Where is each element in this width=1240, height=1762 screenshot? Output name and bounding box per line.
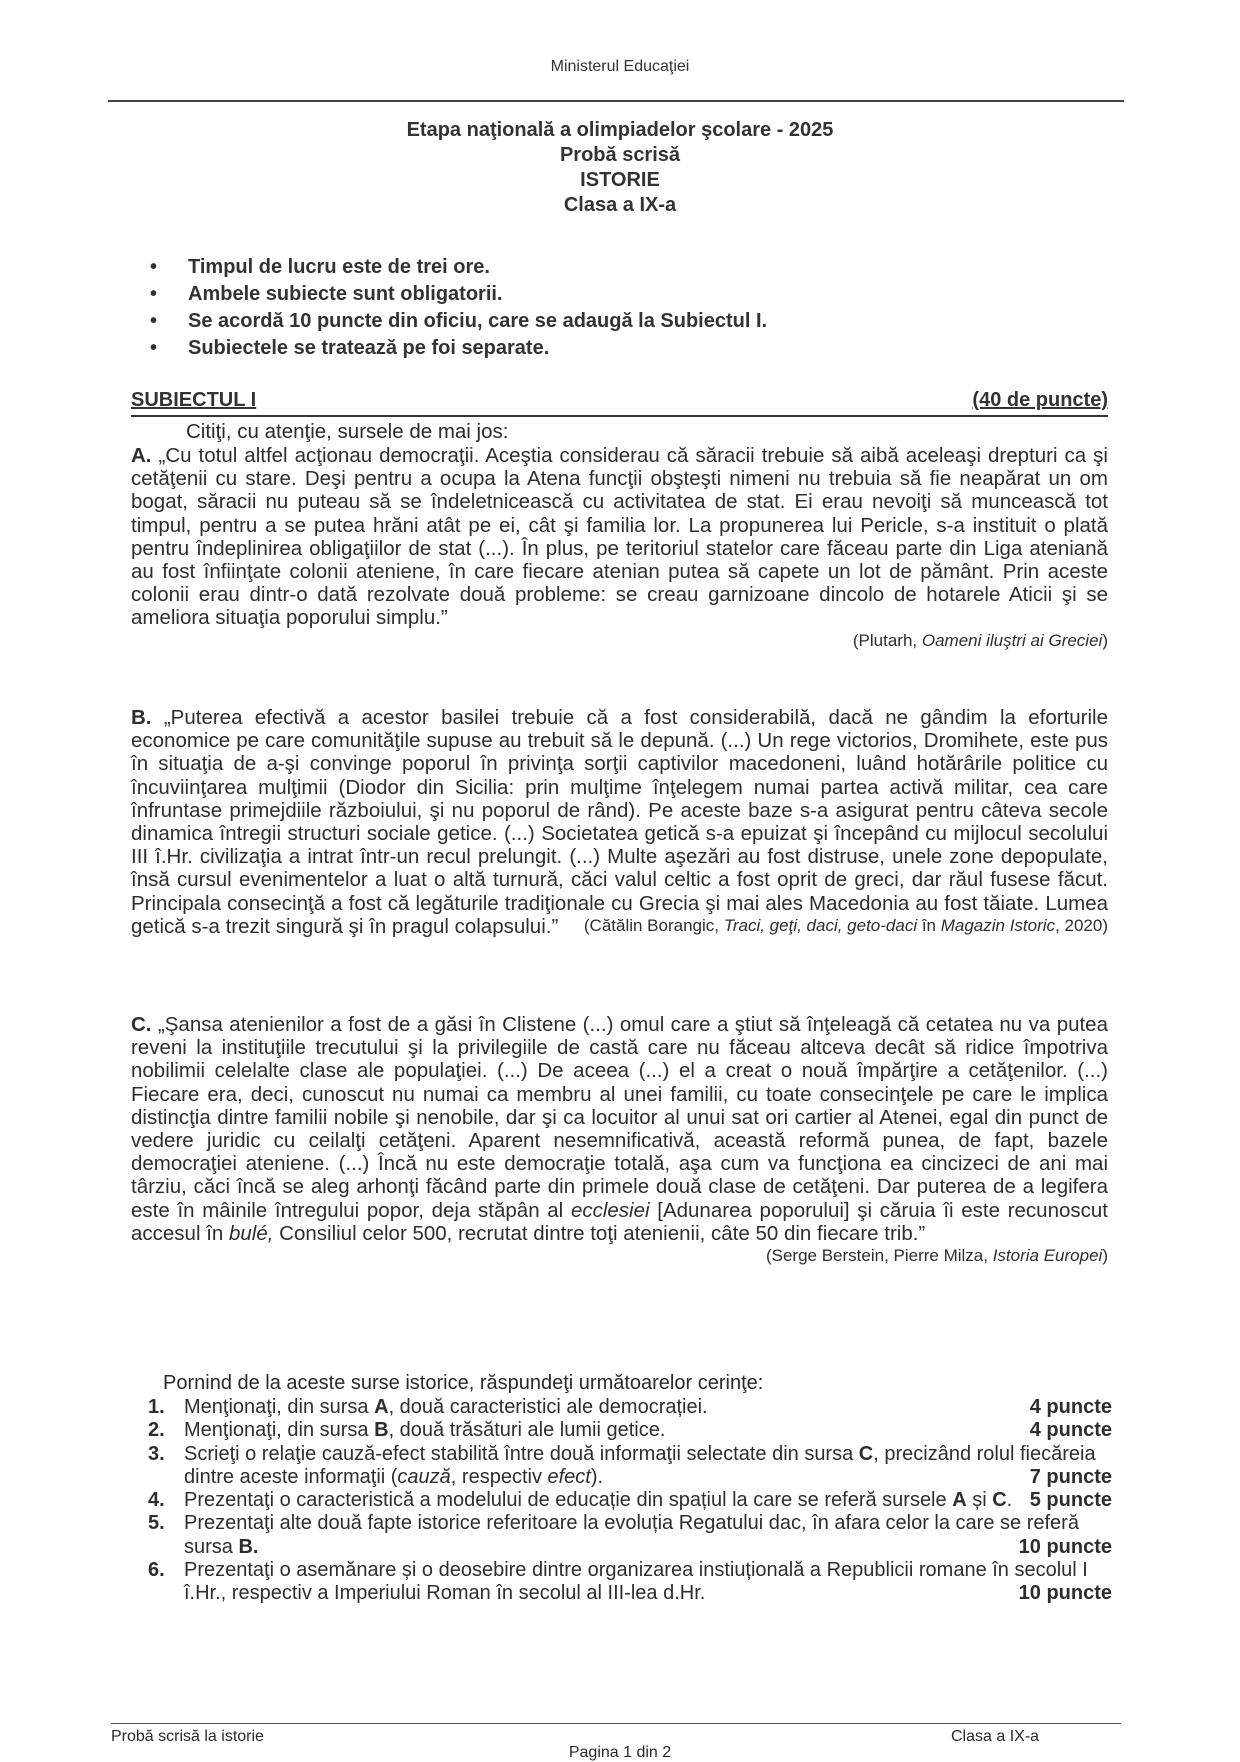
instruction-item: • Se acordă 10 puncte din oficiu, care se adaugă la Subiectul I. (150, 308, 767, 335)
question-points: 4 puncte (1029, 1419, 1112, 1442)
instruction-item: • Subiectele se tratează pe foi separate. (150, 335, 767, 362)
subject-heading (131, 389, 1108, 417)
question-points: 10 puncte (1018, 1535, 1112, 1558)
title-line-exam-type: Probă scrisă (559, 144, 681, 166)
source-c-citation: (Serge Berstein, Pierre Milza, Istoria Europei) (765, 1246, 1108, 1266)
title-line-competition: Etapa naţională a olimpiadelor şcolare - 2025 (406, 119, 834, 141)
source-b (131, 706, 1108, 937)
page-number: Pagina 1 din 2 (568, 1744, 672, 1761)
ministry-header: Ministerul Educaţiei (550, 58, 690, 75)
source-a-label: A. (131, 444, 152, 467)
question-points: 10 puncte (1018, 1582, 1112, 1605)
question-points: 5 puncte (1029, 1489, 1112, 1512)
instruction-item: • Ambele subiecte sunt obligatorii. (150, 281, 767, 308)
subject-points: (40 de puncte) (972, 389, 1108, 411)
source-c (131, 1013, 1108, 1267)
question-item: 6. Prezentaţi o asemănare și o deosebire dintre organizarea instiuțională a Republicii romane în secolul I î.Hr., respectiv a Imperiului Roman în secolul al III-lea d.Hr. 10 puncte (148, 1559, 1112, 1605)
title-line-class: Clasa a IX-a (563, 194, 677, 216)
sources-intro: Citiţi, cu atenţie, sursele de mai jos: (186, 420, 509, 443)
title-line-subject: ISTORIE (580, 169, 660, 191)
header-divider (108, 100, 1124, 102)
source-b-text: „Puterea efectivă a acestor basilei trebuie că a fost considerabilă, dacă ne gândim la eforturile economice pe care comunităţile supuse au trebuit să le depună. (...) Un rege victorios, Dromihete, este pus în situaţia de a-şi convinge poporul în privinţa sorţii captivilor macedoneni, luând hotărârile politice cu încuviinţarea mulţimii (Diodor din Sicilia: prin mulţime înţelegem numai partea activă militar, cea care înfruntase primejdiile războiului, şi nu poporul de rând). Pe aceste baze s-a asigurat pentru câteva secole dinamica întregii structuri sociale getice. (...) Societatea getică s-a epuizat şi începând cu mijlocul secolului III î.Hr. civilizaţia a intrat într-un recul prelungit. (...) Multe aşezări au fost distruse, unele zone depopulate, însă cursul evenimentelor a luat o altă turnură, căci valul celtic a fost oprit de greci, dar răul fusese făcut. Principala consecinţă a fost că legăturile tradiţionale cu Grecia şi mai ales Macedonia au fost tăiate. Lumea getică s-a trezit singură şi în pragul colapsului.” (131, 706, 1108, 938)
footer-exam-label: Probă scrisă la istorie (111, 1728, 264, 1745)
question-points: 4 puncte (1029, 1396, 1112, 1418)
source-b-citation: (Cătălin Borangic, Traci, geţi, daci, geto-daci în Magazin Istoric, 2020) (583, 916, 1108, 936)
instructions-list (150, 254, 767, 362)
subject-title: SUBIECTUL I (131, 389, 257, 411)
source-c-label: C. (131, 1013, 152, 1036)
question-points: 7 puncte (1029, 1465, 1112, 1488)
source-a (131, 444, 1108, 652)
source-b-label: B. (131, 706, 152, 729)
question-item: 5. Prezentaţi alte două fapte istorice referitoare la evoluția Regatului dac, în afara celor la care se referă sursa B. 10 puncte (148, 1512, 1112, 1558)
questions-list (148, 1396, 1112, 1606)
question-item: 1. Menţionaţi, din sursa A, două caracteristici ale democrației. 4 puncte (148, 1396, 1112, 1418)
question-item: 3. Scrieţi o relaţie cauză-efect stabilită între două informaţii selectate din sursa C, precizând rolul fiecăreia dintre aceste informaţii (cauză, respectiv efect). 7 puncte (148, 1442, 1112, 1488)
footer-divider (111, 1723, 1121, 1724)
source-a-text: „Cu totul altfel acţionau democraţii. Aceştia considerau că săracii trebuie să aibă aceleaşi drepturi ca şi cetăţenii cu stare. Deşi pentru a ocupa la Atena funcţii obşteşti nimeni nu trebuia să fie neapărat un om bogat, săracii nu puteau să se îndeletnicească cu activitatea de stat. Ei erau nevoiţi să muncească tot timpul, pentru a se putea hrăni atât pe ei, cât şi familia lor. La propunerea lui Pericle, s-a instituit o plată pentru îndeplinirea obligaţiilor de stat (...). În plus, pe teritoriul statelor care făceau parte din Liga ateniană au fost înfiinţate colonii ateniene, în care fiecare atenian putea să capete un lot de pământ. Prin aceste colonii erau dintr-o dată rezolvate două probleme: se creau garnizoane dincolo de hotarele Aticii şi se ameliora situaţia poporului simplu.” (131, 444, 1108, 630)
exam-title (0, 118, 1240, 218)
footer-class-label: Clasa a IX-a (951, 1728, 1040, 1745)
question-item: 4. Prezentaţi o caracteristică a modelului de educație din spațiul la care se referă sursele A și C. 5 puncte (148, 1489, 1112, 1512)
source-c-text: „Şansa atenienilor a fost de a găsi în Clistene (...) omul care a ştiut să înţeleagă că cetatea nu va putea reveni la instituţiile trecutului şi la privilegiile de castă care nu făceau altceva decât să ridice împotriva nobilimii celelalte clase ale populaţiei. (...) De aceea (...) el a creat o nouă împărţire a cetăţenilor. (...) Fiecare era, deci, cunoscut nu numai ca membru al unei familii, cu toate consecinţele pe care le implica distincţia dintre familii nobile şi nenobile, dar şi ca locuitor al unui sat ori cartier al Atenei, egal din punct de vedere juridic cu ceilalţi cetăţeni. Aparent nesemnificativă, această reformă punea, de fapt, bazele democraţiei ateniene. (...) Încă nu este democraţie totală, aşa cum va funcţiona ea cincizeci de ani mai târziu, căci încă se aleg arhonţi făcând parte din primele două clase de cetăţeni. Dar puterea de a legifera este în mâinile întregului popor, deja stăpân al ecclesiei [Adunarea poporului] şi căruia îi este recunoscut accesul în bulé, Consiliul celor 500, recrutat dintre toţi atenienii, câte 50 din fiecare trib.” (131, 1013, 1108, 1245)
source-a-citation: (Plutarh, Oameni iluştri ai Greciei) (852, 630, 1108, 650)
questions-intro: Pornind de la aceste surse istorice, răspundeţi următoarelor cerinţe: (163, 1372, 764, 1394)
instruction-item: • Timpul de lucru este de trei ore. (150, 254, 767, 281)
question-item: 2. Menţionaţi, din sursa B, două trăsături ale lumii getice. 4 puncte (148, 1419, 1112, 1442)
